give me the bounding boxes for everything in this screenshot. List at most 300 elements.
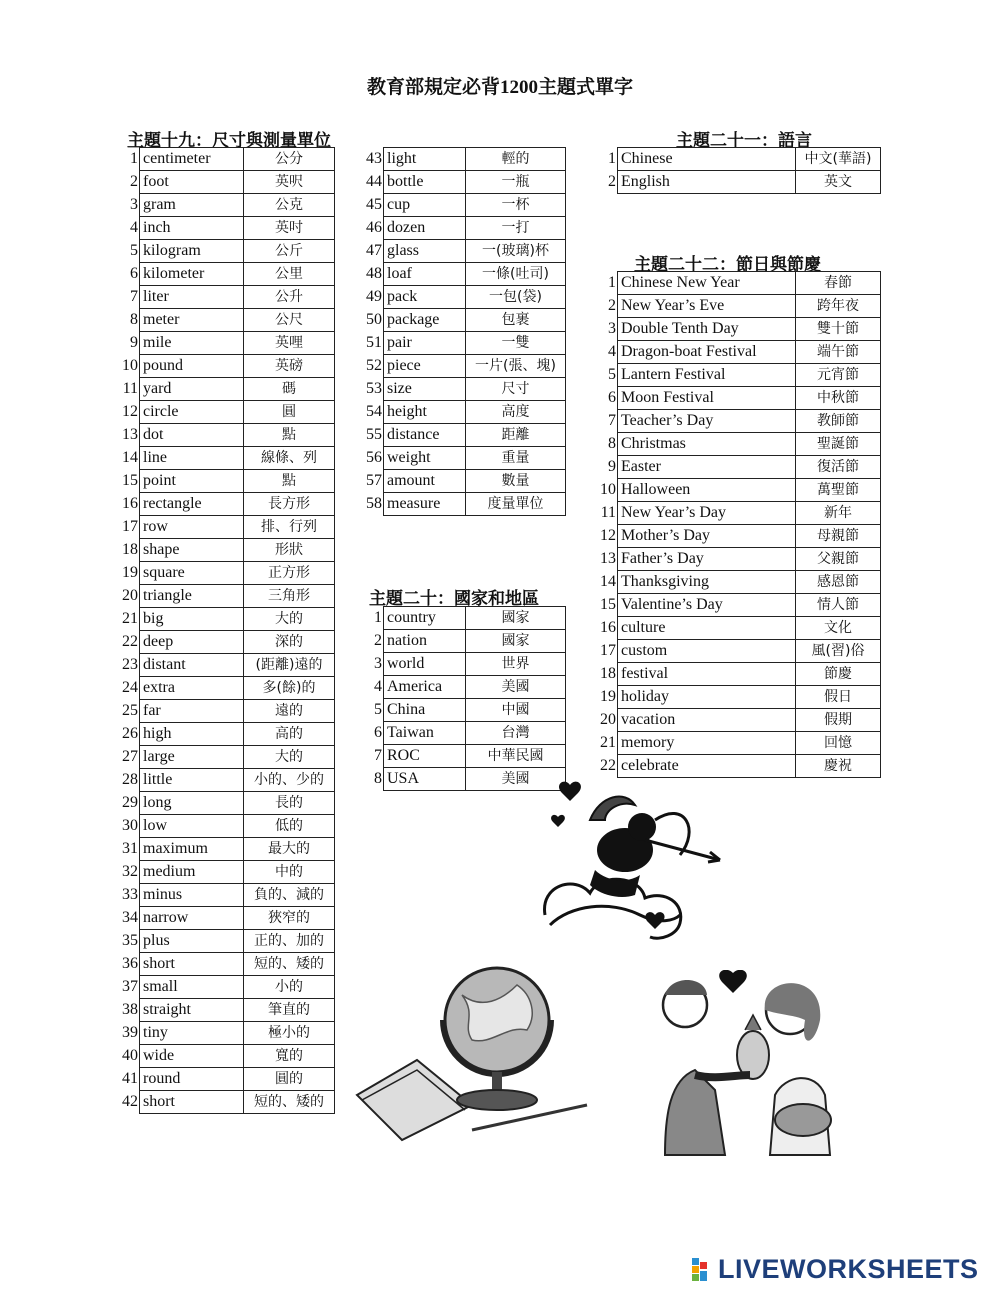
vocab-english: dot <box>140 424 244 447</box>
vocab-row <box>118 677 335 700</box>
vocab-chinese: 假期 <box>796 709 881 732</box>
vocab-number: 18 <box>122 541 138 558</box>
vocab-row <box>118 424 335 447</box>
vocab-number: 54 <box>366 403 382 420</box>
vocab-number: 7 <box>608 412 616 429</box>
vocab-english: Double Tenth Day <box>618 318 796 341</box>
vocab-row <box>596 548 881 571</box>
vocab-table-festivals <box>596 271 881 778</box>
vocab-row <box>362 148 566 171</box>
vocab-chinese: 一(玻璃)杯 <box>466 240 566 263</box>
vocab-english: culture <box>618 617 796 640</box>
vocab-chinese: 公升 <box>244 286 335 309</box>
vocab-english: large <box>140 746 244 769</box>
vocab-chinese: 排、行列 <box>244 516 335 539</box>
vocab-row <box>596 318 881 341</box>
vocab-chinese: 中文(華語) <box>796 148 881 171</box>
vocab-row <box>596 502 881 525</box>
vocab-row <box>118 792 335 815</box>
vocab-row <box>362 263 566 286</box>
vocab-chinese: 聖誕節 <box>796 433 881 456</box>
vocab-english: extra <box>140 677 244 700</box>
vocab-chinese: 短的、矮的 <box>244 953 335 976</box>
vocab-number: 48 <box>366 265 382 282</box>
vocab-english: loaf <box>384 263 466 286</box>
vocab-english: long <box>140 792 244 815</box>
vocab-number: 20 <box>122 587 138 604</box>
vocab-row <box>362 653 566 676</box>
vocab-row <box>596 341 881 364</box>
vocab-row <box>596 594 881 617</box>
vocab-row <box>362 699 566 722</box>
vocab-number: 13 <box>600 550 616 567</box>
vocab-row <box>118 447 335 470</box>
liveworksheets-logo-icon <box>692 1256 718 1282</box>
liveworksheets-logo <box>692 1254 979 1284</box>
vocab-row <box>118 838 335 861</box>
vocab-chinese: 母親節 <box>796 525 881 548</box>
vocab-chinese: 碼 <box>244 378 335 401</box>
vocab-number: 15 <box>600 596 616 613</box>
vocab-chinese: 新年 <box>796 502 881 525</box>
page-title: 教育部規定必背1200主題式單字 <box>366 77 633 98</box>
vocab-number: 24 <box>122 679 138 696</box>
vocab-row <box>118 378 335 401</box>
vocab-number: 2 <box>608 173 616 190</box>
vocab-row <box>118 1091 335 1114</box>
vocab-number: 53 <box>366 380 382 397</box>
vocab-row <box>596 171 881 194</box>
vocab-number: 3 <box>130 196 138 213</box>
vocab-row <box>362 171 566 194</box>
vocab-number: 16 <box>122 495 138 512</box>
vocab-chinese: 跨年夜 <box>796 295 881 318</box>
vocab-chinese: 慶祝 <box>796 755 881 778</box>
vocab-row <box>596 295 881 318</box>
vocab-chinese: 度量單位 <box>466 493 566 516</box>
vocab-chinese: 節慶 <box>796 663 881 686</box>
vocab-chinese: 線條、列 <box>244 447 335 470</box>
vocab-number: 1 <box>608 274 616 291</box>
vocab-table-languages <box>596 147 881 194</box>
vocab-number: 10 <box>122 357 138 374</box>
liveworksheets-logo-text: LIVEWORKSHEETS <box>718 1253 979 1284</box>
vocab-chinese: 距離 <box>466 424 566 447</box>
vocab-english: Halloween <box>618 479 796 502</box>
vocab-chinese: 公尺 <box>244 309 335 332</box>
vocab-chinese: 父親節 <box>796 548 881 571</box>
vocab-english: short <box>140 953 244 976</box>
vocab-chinese: 國家 <box>466 607 566 630</box>
vocab-number: 11 <box>600 504 616 521</box>
vocab-chinese: 長方形 <box>244 493 335 516</box>
vocab-row <box>118 194 335 217</box>
vocab-number: 8 <box>374 770 382 787</box>
vocab-number: 4 <box>130 219 138 236</box>
vocab-english: New Year’s Day <box>618 502 796 525</box>
vocab-english: foot <box>140 171 244 194</box>
vocab-chinese: 點 <box>244 424 335 447</box>
vocab-row <box>362 447 566 470</box>
vocab-chinese: 大的 <box>244 746 335 769</box>
vocab-english: memory <box>618 732 796 755</box>
vocab-chinese: 回憶 <box>796 732 881 755</box>
vocab-row <box>362 309 566 332</box>
vocab-chinese: 一雙 <box>466 332 566 355</box>
vocab-number: 6 <box>374 724 382 741</box>
vocab-english: world <box>384 653 466 676</box>
vocab-number: 9 <box>130 334 138 351</box>
vocab-row <box>118 723 335 746</box>
vocab-row <box>596 272 881 295</box>
vocab-number: 32 <box>122 863 138 880</box>
vocab-english: pound <box>140 355 244 378</box>
vocab-english: centimeter <box>140 148 244 171</box>
vocab-row <box>118 286 335 309</box>
vocab-row <box>118 217 335 240</box>
vocab-number: 17 <box>122 518 138 535</box>
vocab-number: 2 <box>374 632 382 649</box>
vocab-english: glass <box>384 240 466 263</box>
vocab-english: cup <box>384 194 466 217</box>
vocab-chinese: 三角形 <box>244 585 335 608</box>
vocab-row <box>596 525 881 548</box>
vocab-chinese: 英哩 <box>244 332 335 355</box>
vocab-english: weight <box>384 447 466 470</box>
vocab-number: 22 <box>600 757 616 774</box>
vocab-number: 34 <box>122 909 138 926</box>
vocab-chinese: 公分 <box>244 148 335 171</box>
vocab-english: distance <box>384 424 466 447</box>
vocab-row <box>596 387 881 410</box>
vocab-chinese: 春節 <box>796 272 881 295</box>
vocab-number: 16 <box>600 619 616 636</box>
vocab-chinese: 世界 <box>466 653 566 676</box>
vocab-english: big <box>140 608 244 631</box>
section-title-19: 主題十九：尺寸與測量單位 <box>127 131 331 150</box>
vocab-english: dozen <box>384 217 466 240</box>
vocab-row <box>362 493 566 516</box>
vocab-row <box>118 470 335 493</box>
vocab-english: New Year’s Eve <box>618 295 796 318</box>
vocab-row <box>362 401 566 424</box>
vocab-number: 57 <box>366 472 382 489</box>
section-title-20: 主題二十：國家和地區 <box>369 589 539 608</box>
vocab-english: USA <box>384 768 466 791</box>
vocab-english: shape <box>140 539 244 562</box>
globe-illustration <box>352 945 597 1145</box>
vocab-row <box>596 709 881 732</box>
vocab-english: meter <box>140 309 244 332</box>
vocab-english: amount <box>384 470 466 493</box>
vocab-chinese: 英吋 <box>244 217 335 240</box>
vocab-number: 15 <box>122 472 138 489</box>
vocab-english: pack <box>384 286 466 309</box>
vocab-number: 21 <box>122 610 138 627</box>
vocab-number: 1 <box>130 150 138 167</box>
vocab-number: 33 <box>122 886 138 903</box>
vocab-number: 38 <box>122 1001 138 1018</box>
vocab-chinese: 美國 <box>466 676 566 699</box>
vocab-number: 23 <box>122 656 138 673</box>
vocab-chinese: 台灣 <box>466 722 566 745</box>
vocab-chinese: (距離)遠的 <box>244 654 335 677</box>
vocab-number: 42 <box>122 1093 138 1110</box>
vocab-english: Taiwan <box>384 722 466 745</box>
vocab-number: 27 <box>122 748 138 765</box>
vocab-number: 28 <box>122 771 138 788</box>
vocab-number: 7 <box>130 288 138 305</box>
vocab-chinese: 圓的 <box>244 1068 335 1091</box>
vocab-number: 41 <box>122 1070 138 1087</box>
vocab-chinese: 大的 <box>244 608 335 631</box>
vocab-chinese: 負的、減的 <box>244 884 335 907</box>
vocab-row <box>118 953 335 976</box>
vocab-row <box>118 401 335 424</box>
vocab-row <box>362 470 566 493</box>
vocab-english: Lantern Festival <box>618 364 796 387</box>
vocab-english: Mother’s Day <box>618 525 796 548</box>
vocab-row <box>118 815 335 838</box>
vocab-number: 25 <box>122 702 138 719</box>
vocab-row <box>596 686 881 709</box>
vocab-row <box>362 745 566 768</box>
vocab-english: deep <box>140 631 244 654</box>
vocab-number: 49 <box>366 288 382 305</box>
vocab-chinese: 感恩節 <box>796 571 881 594</box>
vocab-number: 4 <box>374 678 382 695</box>
vocab-chinese: 美國 <box>466 768 566 791</box>
vocab-chinese: 遠的 <box>244 700 335 723</box>
vocab-row <box>596 732 881 755</box>
vocab-chinese: 輕的 <box>466 148 566 171</box>
vocab-row <box>118 907 335 930</box>
heart-icon <box>559 782 581 801</box>
vocab-number: 1 <box>374 609 382 626</box>
vocab-number: 56 <box>366 449 382 466</box>
vocab-number: 3 <box>374 655 382 672</box>
vocab-row <box>118 1068 335 1091</box>
vocab-chinese: 點 <box>244 470 335 493</box>
vocab-chinese: 英文 <box>796 171 881 194</box>
vocab-english: country <box>384 607 466 630</box>
vocab-row <box>362 286 566 309</box>
vocab-english: liter <box>140 286 244 309</box>
vocab-row <box>362 355 566 378</box>
vocab-row <box>118 493 335 516</box>
vocab-number: 29 <box>122 794 138 811</box>
vocab-number: 30 <box>122 817 138 834</box>
vocab-chinese: 一條(吐司) <box>466 263 566 286</box>
vocab-english: gram <box>140 194 244 217</box>
vocab-english: square <box>140 562 244 585</box>
vocab-number: 10 <box>600 481 616 498</box>
vocab-english: height <box>384 401 466 424</box>
vocab-row <box>118 585 335 608</box>
vocab-chinese: 公克 <box>244 194 335 217</box>
vocab-row <box>596 640 881 663</box>
vocab-chinese: 一杯 <box>466 194 566 217</box>
vocab-number: 36 <box>122 955 138 972</box>
vocab-english: China <box>384 699 466 722</box>
vocab-number: 9 <box>608 458 616 475</box>
heart-icon <box>719 970 747 993</box>
vocab-chinese: 形狀 <box>244 539 335 562</box>
couple-illustration <box>645 970 835 1160</box>
vocab-row <box>362 194 566 217</box>
vocab-row <box>118 263 335 286</box>
vocab-chinese: 國家 <box>466 630 566 653</box>
heart-icon <box>551 815 565 827</box>
vocab-number: 12 <box>600 527 616 544</box>
vocab-number: 14 <box>122 449 138 466</box>
vocab-row <box>596 148 881 171</box>
vocab-number: 1 <box>608 150 616 167</box>
vocab-number: 19 <box>600 688 616 705</box>
vocab-row <box>362 630 566 653</box>
vocab-row <box>362 332 566 355</box>
vocab-chinese: 狹窄的 <box>244 907 335 930</box>
vocab-table-countries <box>362 606 566 791</box>
vocab-row <box>362 217 566 240</box>
vocab-english: kilometer <box>140 263 244 286</box>
vocab-english: small <box>140 976 244 999</box>
vocab-english: inch <box>140 217 244 240</box>
vocab-row <box>118 746 335 769</box>
vocab-english: Easter <box>618 456 796 479</box>
vocab-number: 47 <box>366 242 382 259</box>
vocab-chinese: 中華民國 <box>466 745 566 768</box>
vocab-number: 26 <box>122 725 138 742</box>
vocab-chinese: 復活節 <box>796 456 881 479</box>
vocab-english: size <box>384 378 466 401</box>
vocab-row <box>118 1045 335 1068</box>
vocab-english: piece <box>384 355 466 378</box>
vocab-chinese: 長的 <box>244 792 335 815</box>
vocab-row <box>118 631 335 654</box>
vocab-chinese: 文化 <box>796 617 881 640</box>
vocab-row <box>118 562 335 585</box>
vocab-chinese: 公斤 <box>244 240 335 263</box>
vocab-row <box>596 571 881 594</box>
vocab-number: 17 <box>600 642 616 659</box>
vocab-number: 8 <box>608 435 616 452</box>
vocab-number: 14 <box>600 573 616 590</box>
vocab-english: Moon Festival <box>618 387 796 410</box>
vocab-number: 31 <box>122 840 138 857</box>
vocab-chinese: 中的 <box>244 861 335 884</box>
vocab-english: mile <box>140 332 244 355</box>
vocab-number: 13 <box>122 426 138 443</box>
vocab-chinese: 英磅 <box>244 355 335 378</box>
vocab-english: English <box>618 171 796 194</box>
vocab-chinese: 筆直的 <box>244 999 335 1022</box>
vocab-number: 5 <box>374 701 382 718</box>
vocab-chinese: 寬的 <box>244 1045 335 1068</box>
vocab-number: 46 <box>366 219 382 236</box>
vocab-row <box>596 663 881 686</box>
vocab-row <box>596 364 881 387</box>
vocab-english: light <box>384 148 466 171</box>
vocab-english: celebrate <box>618 755 796 778</box>
vocab-chinese: 萬聖節 <box>796 479 881 502</box>
vocab-row <box>362 607 566 630</box>
vocab-chinese: 一打 <box>466 217 566 240</box>
vocab-row <box>118 884 335 907</box>
vocab-english: Father’s Day <box>618 548 796 571</box>
vocab-chinese: 情人節 <box>796 594 881 617</box>
vocab-row <box>118 769 335 792</box>
section-title-22: 主題二十二：節日與節慶 <box>634 255 821 274</box>
vocab-number: 11 <box>122 380 138 397</box>
vocab-english: package <box>384 309 466 332</box>
vocab-chinese: 端午節 <box>796 341 881 364</box>
vocab-english: wide <box>140 1045 244 1068</box>
vocab-row <box>118 539 335 562</box>
section-title-21: 主題二十一：語言 <box>676 131 812 150</box>
vocab-english: little <box>140 769 244 792</box>
vocab-chinese: 深的 <box>244 631 335 654</box>
vocab-row <box>118 976 335 999</box>
vocab-english: short <box>140 1091 244 1114</box>
vocab-english: measure <box>384 493 466 516</box>
vocab-english: point <box>140 470 244 493</box>
vocab-number: 40 <box>122 1047 138 1064</box>
vocab-row <box>596 456 881 479</box>
vocab-english: festival <box>618 663 796 686</box>
vocab-number: 44 <box>366 173 382 190</box>
vocab-number: 6 <box>130 265 138 282</box>
vocab-number: 58 <box>366 495 382 512</box>
vocab-english: Valentine’s Day <box>618 594 796 617</box>
vocab-number: 43 <box>366 150 382 167</box>
vocab-row <box>362 722 566 745</box>
vocab-english: Chinese New Year <box>618 272 796 295</box>
vocab-chinese: 中國 <box>466 699 566 722</box>
vocab-english: minus <box>140 884 244 907</box>
vocab-row <box>596 433 881 456</box>
vocab-english: Dragon-boat Festival <box>618 341 796 364</box>
vocab-chinese: 尺寸 <box>466 378 566 401</box>
vocab-number: 6 <box>608 389 616 406</box>
vocab-row <box>118 332 335 355</box>
vocab-chinese: 高度 <box>466 401 566 424</box>
vocab-chinese: 包裹 <box>466 309 566 332</box>
vocab-row <box>362 378 566 401</box>
vocab-chinese: 極小的 <box>244 1022 335 1045</box>
vocab-row <box>118 654 335 677</box>
vocab-number: 45 <box>366 196 382 213</box>
vocab-english: pair <box>384 332 466 355</box>
vocab-english: low <box>140 815 244 838</box>
vocab-english: bottle <box>384 171 466 194</box>
vocab-row <box>118 309 335 332</box>
vocab-row <box>118 171 335 194</box>
vocab-chinese: 正方形 <box>244 562 335 585</box>
vocab-row <box>362 424 566 447</box>
vocab-number: 39 <box>122 1024 138 1041</box>
vocab-chinese: 中秋節 <box>796 387 881 410</box>
vocab-number: 5 <box>608 366 616 383</box>
vocab-chinese: 重量 <box>466 447 566 470</box>
vocab-english: high <box>140 723 244 746</box>
vocab-english: far <box>140 700 244 723</box>
vocab-english: holiday <box>618 686 796 709</box>
vocab-chinese: 小的、少的 <box>244 769 335 792</box>
vocab-english: maximum <box>140 838 244 861</box>
vocab-number: 35 <box>122 932 138 949</box>
vocab-number: 2 <box>608 297 616 314</box>
